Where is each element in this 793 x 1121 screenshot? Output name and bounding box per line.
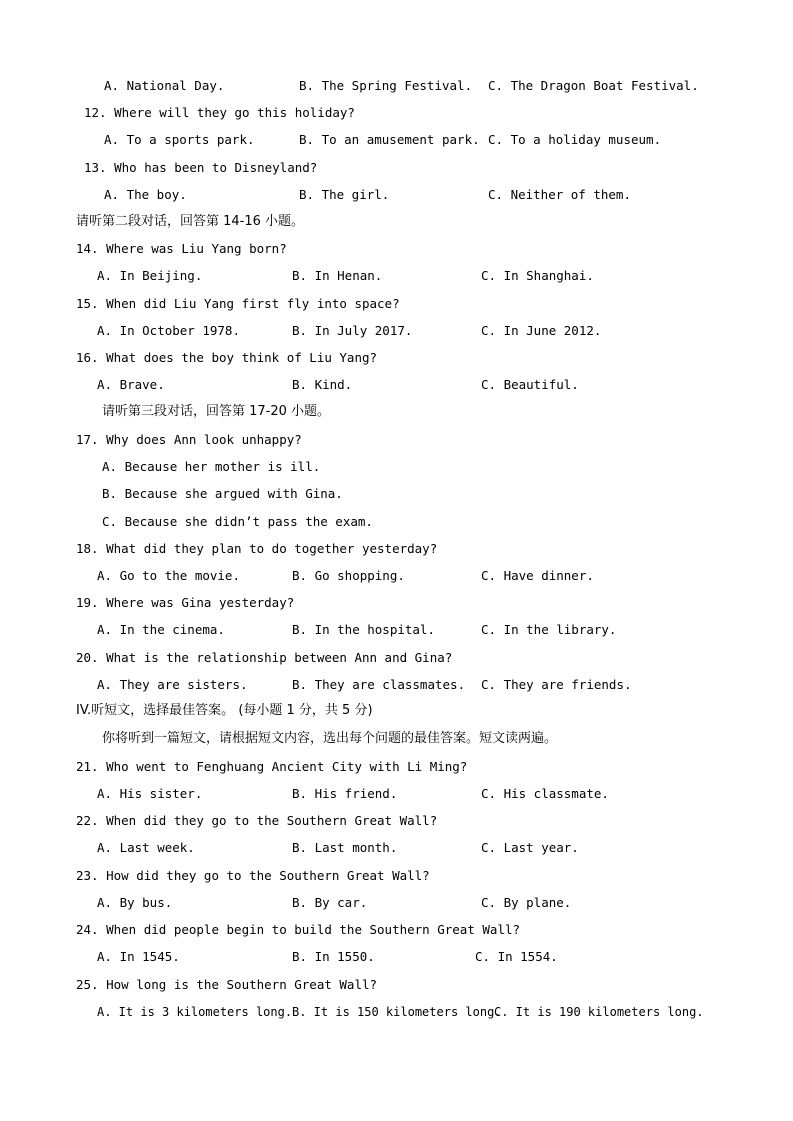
q24-option-c: C. In 1554.: [475, 949, 558, 964]
q12-option-a: A. To a sports park.: [104, 132, 255, 147]
q18-option-c: C. Have dinner.: [481, 568, 594, 583]
q11-option-a: A. National Day.: [104, 78, 225, 93]
q18-option-a: A. Go to the movie.: [97, 568, 240, 583]
q23-option-b: B. By car.: [292, 895, 368, 910]
q12-option-c: C. To a holiday museum.: [488, 132, 662, 147]
q22-stem: 22. When did they go to the Southern Great Wall?: [76, 813, 438, 828]
q18-stem: 18. What did they plan to do together yesterday?: [76, 541, 438, 556]
q16-option-b: B. Kind.: [292, 377, 353, 392]
section-4-intro: 你将听到一篇短文，请根据短文内容，选出每个问题的最佳答案。短文读两遍。: [102, 731, 558, 746]
q14-stem: 14. Where was Liu Yang born?: [76, 241, 287, 256]
q24-stem: 24. When did people begin to build the Southern Great Wall?: [76, 922, 521, 937]
section-4-title: IV.听短文，选择最佳答案。 (每小题 1 分，共 5 分): [76, 703, 373, 718]
q20-option-a: A. They are sisters.: [97, 677, 248, 692]
q20-option-c: C. They are friends.: [481, 677, 632, 692]
q18-option-b: B. Go shopping.: [292, 568, 405, 583]
q23-option-a: A. By bus.: [97, 895, 173, 910]
q14-option-b: B. In Henan.: [292, 268, 383, 283]
q22-option-b: B. Last month.: [292, 840, 398, 855]
q23-option-c: C. By plane.: [481, 895, 572, 910]
q25-stem: 25. How long is the Southern Great Wall?: [76, 977, 378, 992]
q19-option-b: B. In the hospital.: [292, 622, 435, 637]
q15-option-c: C. In June 2012.: [481, 323, 602, 338]
q24-option-b: B. In 1550.: [292, 949, 375, 964]
instruction-part-3: 请听第三段对话，回答第 17-20 小题。: [102, 404, 331, 419]
q16-option-c: C. Beautiful.: [481, 377, 579, 392]
q17-option-a: A. Because her mother is ill.: [102, 459, 321, 474]
q20-option-b: B. They are classmates.: [292, 677, 466, 692]
q25-option-c: C. It is 190 kilometers long.: [494, 1005, 704, 1019]
q25-option-b: B. It is 150 kilometers long.: [292, 1005, 502, 1019]
q11-option-b: B. The Spring Festival.: [299, 78, 473, 93]
q15-stem: 15. When did Liu Yang first fly into space?: [76, 296, 400, 311]
q20-stem: 20. What is the relationship between Ann and Gina?: [76, 650, 453, 665]
q15-option-a: A. In October 1978.: [97, 323, 240, 338]
q11-option-c: C. The Dragon Boat Festival.: [488, 78, 699, 93]
q14-option-c: C. In Shanghai.: [481, 268, 594, 283]
q15-option-b: B. In July 2017.: [292, 323, 413, 338]
q19-option-a: A. In the cinema.: [97, 622, 225, 637]
q13-stem: 13. Who has been to Disneyland?: [84, 160, 318, 175]
q24-option-a: A. In 1545.: [97, 949, 180, 964]
q12-stem: 12. Where will they go this holiday?: [84, 105, 355, 120]
q17-stem: 17. Why does Ann look unhappy?: [76, 432, 302, 447]
q25-option-a: A. It is 3 kilometers long.: [97, 1005, 293, 1019]
q12-option-b: B. To an amusement park.: [299, 132, 480, 147]
q13-option-a: A. The boy.: [104, 187, 187, 202]
q21-option-c: C. His classmate.: [481, 786, 609, 801]
q21-option-a: A. His sister.: [97, 786, 203, 801]
q23-stem: 23. How did they go to the Southern Great Wall?: [76, 868, 430, 883]
q19-option-c: C. In the library.: [481, 622, 617, 637]
q16-stem: 16. What does the boy think of Liu Yang?: [76, 350, 378, 365]
q21-stem: 21. Who went to Fenghuang Ancient City with Li Ming?: [76, 759, 468, 774]
q13-option-c: C. Neither of them.: [488, 187, 631, 202]
q17-option-b: B. Because she argued with Gina.: [102, 486, 343, 501]
q14-option-a: A. In Beijing.: [97, 268, 203, 283]
instruction-part-2: 请听第二段对话，回答第 14-16 小题。: [76, 214, 305, 229]
q21-option-b: B. His friend.: [292, 786, 398, 801]
q17-option-c: C. Because she didn’t pass the exam.: [102, 514, 373, 529]
q13-option-b: B. The girl.: [299, 187, 390, 202]
q22-option-c: C. Last year.: [481, 840, 579, 855]
q16-option-a: A. Brave.: [97, 377, 165, 392]
q19-stem: 19. Where was Gina yesterday?: [76, 595, 295, 610]
q22-option-a: A. Last week.: [97, 840, 195, 855]
